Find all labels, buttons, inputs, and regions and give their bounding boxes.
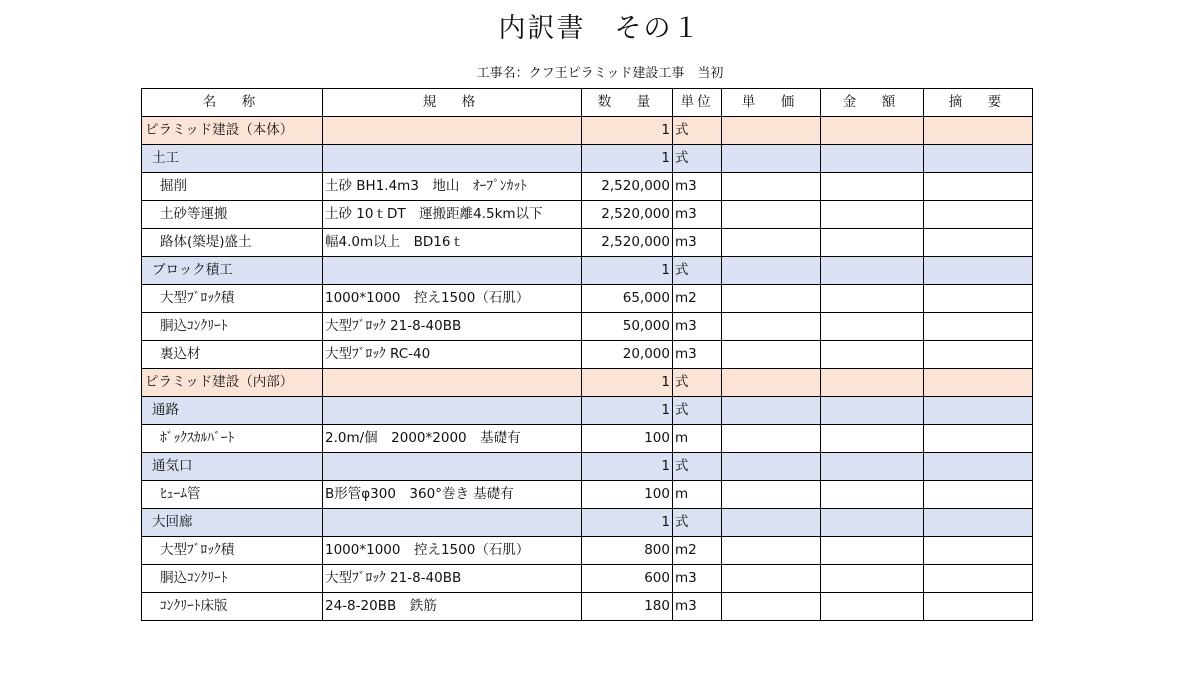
cell-quantity[interactable]: 1 (582, 453, 673, 481)
table-row[interactable] (142, 173, 1033, 201)
cell-unit[interactable]: m3 (673, 593, 722, 621)
cell-quantity[interactable]: 600 (582, 565, 673, 593)
table-row[interactable] (142, 593, 1033, 621)
cell-spec[interactable]: 2.0m/個 2000*2000 基礎有 (323, 425, 582, 453)
cell-quantity[interactable]: 100 (582, 481, 673, 509)
cell-amount[interactable] (821, 565, 924, 593)
cell-quantity[interactable]: 1 (582, 117, 673, 145)
cell-amount[interactable] (821, 537, 924, 565)
cell-spec[interactable]: 24-8-20BB 鉄筋 (323, 593, 582, 621)
table-row[interactable] (142, 481, 1033, 509)
cell-unit[interactable]: m3 (673, 229, 722, 257)
table-row[interactable] (142, 201, 1033, 229)
cell-spec[interactable] (323, 509, 582, 537)
cell-unit[interactable]: 式 (673, 369, 722, 397)
cell-amount[interactable] (821, 341, 924, 369)
cell-remarks[interactable] (924, 565, 1033, 593)
cell-amount[interactable] (821, 593, 924, 621)
table-row[interactable] (142, 509, 1033, 537)
cell-remarks[interactable] (924, 509, 1033, 537)
cell-amount[interactable] (821, 425, 924, 453)
cell-remarks[interactable] (924, 593, 1033, 621)
cell-unit[interactable]: 式 (673, 397, 722, 425)
table-row[interactable] (142, 313, 1033, 341)
table-row[interactable] (142, 397, 1033, 425)
cell-unit[interactable]: m3 (673, 313, 722, 341)
cell-spec[interactable]: 大型ﾌﾞﾛｯｸ 21-8-40BB (323, 313, 582, 341)
cell-spec[interactable]: 大型ﾌﾞﾛｯｸ RC-40 (323, 341, 582, 369)
cell-amount[interactable] (821, 481, 924, 509)
table-row[interactable] (142, 565, 1033, 593)
table-row[interactable] (142, 285, 1033, 313)
cell-quantity[interactable]: 65,000 (582, 285, 673, 313)
cell-unit-price[interactable] (722, 537, 821, 565)
breakdown-table (141, 88, 1033, 621)
column-header-spec: 規 格 (323, 89, 582, 117)
table-row[interactable] (142, 537, 1033, 565)
cell-amount[interactable] (821, 117, 924, 145)
cell-remarks[interactable] (924, 341, 1033, 369)
table-row[interactable] (142, 117, 1033, 145)
column-header-unit-price: 単 価 (722, 89, 821, 117)
cell-unit-price[interactable] (722, 453, 821, 481)
cell-spec[interactable] (323, 257, 582, 285)
cell-remarks[interactable] (924, 201, 1033, 229)
cell-spec[interactable]: 土砂 10ｔDT 運搬距離4.5km以下 (323, 201, 582, 229)
cell-unit-price[interactable] (722, 145, 821, 173)
cell-unit[interactable]: 式 (673, 453, 722, 481)
table-row[interactable] (142, 425, 1033, 453)
cell-quantity[interactable]: 180 (582, 593, 673, 621)
cell-unit[interactable]: 式 (673, 257, 722, 285)
cell-spec[interactable]: B形管φ300 360°巻き 基礎有 (323, 481, 582, 509)
cell-unit-price[interactable] (722, 369, 821, 397)
cell-quantity[interactable]: 2,520,000 (582, 201, 673, 229)
cell-unit-price[interactable] (722, 173, 821, 201)
cell-unit[interactable]: 式 (673, 117, 722, 145)
cell-amount[interactable] (821, 229, 924, 257)
column-header-unit: 単位 (673, 89, 722, 117)
cell-remarks[interactable] (924, 425, 1033, 453)
cell-quantity[interactable]: 1 (582, 257, 673, 285)
cell-name[interactable]: 大型ﾌﾞﾛｯｸ積 (142, 537, 323, 565)
cell-remarks[interactable] (924, 229, 1033, 257)
cell-amount[interactable] (821, 313, 924, 341)
cell-name[interactable]: ピラミッド建設（本体） (142, 117, 323, 145)
table-row[interactable] (142, 257, 1033, 285)
cell-quantity[interactable]: 800 (582, 537, 673, 565)
cell-spec[interactable]: 1000*1000 控え1500（石肌） (323, 285, 582, 313)
cell-unit[interactable]: m3 (673, 201, 722, 229)
column-header-remarks: 摘 要 (924, 89, 1033, 117)
table-row[interactable] (142, 229, 1033, 257)
cell-quantity[interactable]: 1 (582, 509, 673, 537)
cell-unit-price[interactable] (722, 593, 821, 621)
cell-unit[interactable]: m2 (673, 537, 722, 565)
cell-unit-price[interactable] (722, 257, 821, 285)
cell-spec[interactable]: 1000*1000 控え1500（石肌） (323, 537, 582, 565)
cell-name[interactable]: ｺﾝｸﾘｰﾄ床版 (142, 593, 323, 621)
table-row[interactable] (142, 453, 1033, 481)
cell-quantity[interactable]: 1 (582, 397, 673, 425)
cell-quantity[interactable]: 1 (582, 145, 673, 173)
cell-remarks[interactable] (924, 453, 1033, 481)
cell-unit-price[interactable] (722, 229, 821, 257)
cell-quantity[interactable]: 2,520,000 (582, 173, 673, 201)
column-header-name: 名 称 (142, 89, 323, 117)
cell-name[interactable]: 裏込材 (142, 341, 323, 369)
cell-unit-price[interactable] (722, 341, 821, 369)
cell-name[interactable]: ﾋｭｰﾑ管 (142, 481, 323, 509)
cell-amount[interactable] (821, 257, 924, 285)
cell-remarks[interactable] (924, 285, 1033, 313)
cell-name[interactable]: 胴込ｺﾝｸﾘｰﾄ (142, 565, 323, 593)
cell-unit-price[interactable] (722, 425, 821, 453)
cell-unit-price[interactable] (722, 313, 821, 341)
cell-unit[interactable]: m3 (673, 565, 722, 593)
cell-unit[interactable]: m3 (673, 173, 722, 201)
cell-unit[interactable]: 式 (673, 509, 722, 537)
cell-unit-price[interactable] (722, 481, 821, 509)
cell-remarks[interactable] (924, 117, 1033, 145)
cell-remarks[interactable] (924, 397, 1033, 425)
cell-unit[interactable]: m2 (673, 285, 722, 313)
cell-name[interactable]: 大型ﾌﾞﾛｯｸ積 (142, 285, 323, 313)
document-title: 内訳書 その１ (498, 13, 702, 44)
cell-amount[interactable] (821, 285, 924, 313)
cell-unit-price[interactable] (722, 565, 821, 593)
table-row[interactable] (142, 341, 1033, 369)
cell-quantity[interactable]: 50,000 (582, 313, 673, 341)
cell-amount[interactable] (821, 453, 924, 481)
cell-unit-price[interactable] (722, 509, 821, 537)
cell-amount[interactable] (821, 145, 924, 173)
cell-amount[interactable] (821, 509, 924, 537)
cell-unit[interactable]: 式 (673, 145, 722, 173)
cell-remarks[interactable] (924, 313, 1033, 341)
cell-remarks[interactable] (924, 145, 1033, 173)
cell-spec[interactable] (323, 145, 582, 173)
table-row[interactable] (142, 369, 1033, 397)
project-name: 工事名：クフ王ピラミッド建設工事 当初 (476, 66, 724, 81)
table-row[interactable] (142, 145, 1033, 173)
cell-amount[interactable] (821, 397, 924, 425)
cell-unit[interactable]: m (673, 481, 722, 509)
cell-unit[interactable]: m3 (673, 341, 722, 369)
cell-remarks[interactable] (924, 173, 1033, 201)
cell-amount[interactable] (821, 201, 924, 229)
cell-name[interactable]: 胴込ｺﾝｸﾘｰﾄ (142, 313, 323, 341)
cell-name[interactable]: 路体(築堤)盛土 (142, 229, 323, 257)
cell-name[interactable]: 通路 (142, 397, 323, 425)
cell-quantity[interactable]: 1 (582, 369, 673, 397)
cell-remarks[interactable] (924, 481, 1033, 509)
cell-unit-price[interactable] (722, 201, 821, 229)
cell-unit-price[interactable] (722, 117, 821, 145)
cell-spec[interactable] (323, 369, 582, 397)
cell-unit-price[interactable] (722, 285, 821, 313)
cell-name[interactable]: 掘削 (142, 173, 323, 201)
cell-spec[interactable] (323, 397, 582, 425)
cell-unit-price[interactable] (722, 397, 821, 425)
cell-quantity[interactable]: 100 (582, 425, 673, 453)
cell-name[interactable]: 通気口 (142, 453, 323, 481)
cell-quantity[interactable]: 20,000 (582, 341, 673, 369)
cell-spec[interactable]: 土砂 BH1.4m3 地山 ｵｰﾌﾟﾝｶｯﾄ (323, 173, 582, 201)
cell-name[interactable]: ﾎﾞｯｸｽｶﾙﾊﾞｰﾄ (142, 425, 323, 453)
cell-spec[interactable] (323, 117, 582, 145)
table-header-row (142, 89, 1033, 117)
cell-spec[interactable]: 幅4.0m以上 BD16ｔ (323, 229, 582, 257)
cell-remarks[interactable] (924, 369, 1033, 397)
column-header-quantity: 数 量 (582, 89, 673, 117)
cell-name[interactable]: 土砂等運搬 (142, 201, 323, 229)
cell-unit[interactable]: m (673, 425, 722, 453)
cell-spec[interactable]: 大型ﾌﾞﾛｯｸ 21-8-40BB (323, 565, 582, 593)
cell-name[interactable]: 大回廊 (142, 509, 323, 537)
cell-name[interactable]: ブロック積工 (142, 257, 323, 285)
cell-amount[interactable] (821, 173, 924, 201)
cell-name[interactable]: ピラミッド建設（内部） (142, 369, 323, 397)
cell-amount[interactable] (821, 369, 924, 397)
column-header-amount: 金 額 (821, 89, 924, 117)
cell-name[interactable]: 土工 (142, 145, 323, 173)
table-body (142, 117, 1033, 621)
cell-remarks[interactable] (924, 537, 1033, 565)
cell-remarks[interactable] (924, 257, 1033, 285)
cell-spec[interactable] (323, 453, 582, 481)
cell-quantity[interactable]: 2,520,000 (582, 229, 673, 257)
